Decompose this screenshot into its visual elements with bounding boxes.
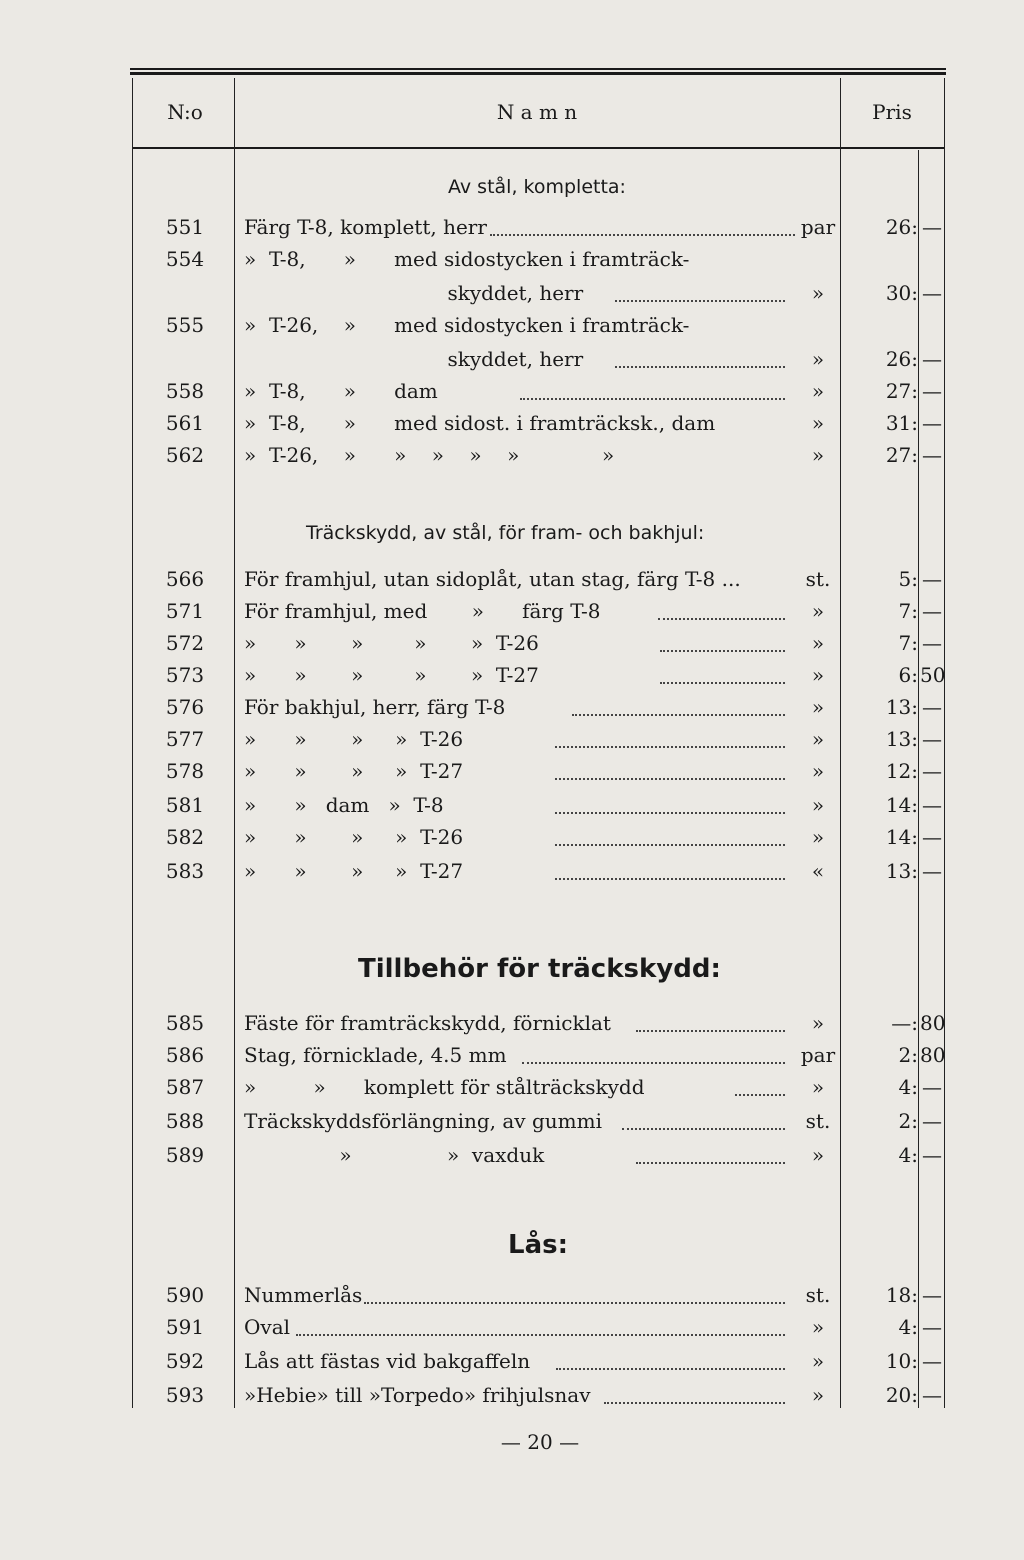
item-price-ore: — — [922, 759, 942, 783]
item-name: Träckskyddsförlängning, av gummi — [244, 1109, 602, 1133]
header-name: N a m n — [496, 100, 578, 124]
item-price-kr: 2: — [898, 1109, 918, 1133]
item-name: » » » » » T-27 — [244, 663, 539, 687]
table-row — [0, 1106, 1024, 1136]
item-price-kr: —: — [891, 1011, 918, 1035]
item-name: Stag, förnicklade, 4.5 mm — [244, 1043, 507, 1067]
header-rule — [132, 147, 944, 149]
item-price-kr: 13: — [885, 727, 918, 751]
item-price-ore: — — [922, 443, 942, 467]
leader-dots — [556, 1366, 785, 1370]
item-unit: » — [811, 411, 825, 435]
item-number: 554 — [165, 247, 205, 271]
item-price-ore: — — [922, 379, 942, 403]
item-name: För framhjul, utan sidoplåt, utan stag, färg T-8 ... — [244, 567, 741, 591]
table-row — [0, 756, 1024, 786]
item-unit: » — [811, 599, 825, 623]
item-price-ore: — — [922, 281, 942, 305]
item-number: 588 — [165, 1109, 205, 1133]
leader-dots — [660, 648, 785, 652]
item-price-ore: — — [922, 567, 942, 591]
item-name: » » dam » T-8 — [244, 793, 444, 817]
leader-dots — [622, 1126, 785, 1130]
section-title: Tillbehör för träckskydd: — [358, 954, 721, 984]
item-unit: » — [811, 379, 825, 403]
item-name: » » » » » T-26 — [244, 631, 539, 655]
item-price-ore: — — [922, 1143, 942, 1167]
leader-dots — [555, 744, 785, 748]
item-price-ore: — — [922, 1349, 942, 1373]
table-row — [0, 660, 1024, 690]
item-price-kr: 12: — [885, 759, 918, 783]
top-rule-thick — [130, 72, 946, 75]
item-name: » T-8, » dam — [244, 379, 438, 403]
leader-dots — [555, 810, 785, 814]
item-price-kr: 14: — [885, 825, 918, 849]
table-row — [0, 692, 1024, 722]
item-name: » » » » T-26 — [244, 727, 464, 751]
item-unit: » — [811, 347, 825, 371]
item-price-ore: — — [922, 1383, 942, 1407]
item-price-ore: — — [922, 859, 942, 883]
item-unit: » — [811, 1011, 825, 1035]
item-unit: » — [811, 631, 825, 655]
page-number: — 20 — — [500, 1430, 580, 1454]
table-row — [0, 1008, 1024, 1038]
table-row — [0, 1072, 1024, 1102]
item-price-kr: 13: — [885, 695, 918, 719]
item-unit: » — [811, 1315, 825, 1339]
item-price-kr: 26: — [885, 347, 918, 371]
item-number: 592 — [165, 1349, 205, 1373]
item-unit: » — [811, 825, 825, 849]
table-row — [0, 1040, 1024, 1070]
table-row — [0, 310, 1024, 340]
item-price-ore: — — [922, 411, 942, 435]
item-number: 583 — [165, 859, 205, 883]
item-unit: » — [811, 1075, 825, 1099]
item-price-ore: 80 — [920, 1011, 946, 1035]
section-title: Lås: — [508, 1230, 568, 1260]
item-unit: par — [800, 1043, 836, 1067]
item-price-kr: 2: — [898, 1043, 918, 1067]
item-price-kr: 10: — [885, 1349, 918, 1373]
item-name: Fäste för framträckskydd, förnicklat — [244, 1011, 611, 1035]
leader-dots — [490, 232, 795, 236]
leader-dots — [636, 1160, 785, 1164]
table-row — [0, 278, 1024, 308]
leader-dots — [555, 842, 785, 846]
item-number: 581 — [165, 793, 205, 817]
item-price-ore: — — [922, 631, 942, 655]
item-price-ore: — — [922, 695, 942, 719]
item-name: För framhjul, med » färg T-8 — [244, 599, 601, 623]
item-price-kr: 4: — [898, 1143, 918, 1167]
section-title: Av stål, kompletta: — [448, 176, 626, 198]
leader-dots — [555, 876, 785, 880]
item-price-ore: 80 — [920, 1043, 946, 1067]
item-price-kr: 18: — [885, 1283, 918, 1307]
item-unit: » — [811, 1349, 825, 1373]
item-price-ore: — — [922, 1109, 942, 1133]
item-price-kr: 7: — [898, 631, 918, 655]
leader-dots — [735, 1092, 785, 1096]
header-price: Pris — [872, 100, 912, 124]
table-row — [0, 440, 1024, 470]
item-name: » » vaxduk — [244, 1143, 545, 1167]
item-price-ore: — — [922, 1075, 942, 1099]
header-no: N:o — [167, 100, 203, 124]
table-row — [0, 344, 1024, 374]
item-number: 586 — [165, 1043, 205, 1067]
item-name: » » komplett för stålträckskydd — [244, 1075, 645, 1099]
item-unit: » — [811, 793, 825, 817]
item-name: Lås att fästas vid bakgaffeln — [244, 1349, 531, 1373]
table-row — [0, 1346, 1024, 1376]
item-unit: » — [811, 281, 825, 305]
item-price-kr: 26: — [885, 215, 918, 239]
item-price-ore: — — [922, 1315, 942, 1339]
item-name: För bakhjul, herr, färg T-8 — [244, 695, 506, 719]
item-price-ore: — — [922, 1283, 942, 1307]
item-unit: » — [811, 663, 825, 687]
item-number: 562 — [165, 443, 205, 467]
item-price-kr: 14: — [885, 793, 918, 817]
table-row — [0, 628, 1024, 658]
item-number: 571 — [165, 599, 205, 623]
item-price-kr: 4: — [898, 1315, 918, 1339]
leader-dots — [364, 1300, 785, 1304]
top-rule — [130, 68, 946, 70]
item-price-kr: 31: — [885, 411, 918, 435]
table-row — [0, 244, 1024, 274]
item-name: » T-8, » med sidostycken i framträck- — [244, 247, 690, 271]
table-row — [0, 1280, 1024, 1310]
item-name: » T-26, » med sidostycken i framträck- — [244, 313, 690, 337]
item-unit: » — [811, 695, 825, 719]
item-name: Nummerlås — [244, 1283, 363, 1307]
item-number: 590 — [165, 1283, 205, 1307]
item-price-kr: 30: — [885, 281, 918, 305]
table-row — [0, 856, 1024, 886]
leader-dots — [615, 364, 785, 368]
item-unit: st. — [805, 567, 831, 591]
table-row — [0, 408, 1024, 438]
item-unit: » — [811, 727, 825, 751]
leader-dots — [296, 1332, 785, 1336]
item-name: »Hebie» till »Torpedo» frihjulsnav — [244, 1383, 591, 1407]
item-unit: st. — [805, 1283, 831, 1307]
item-number: 591 — [165, 1315, 205, 1339]
item-name: » T-26, » » » » » » — [244, 443, 615, 467]
leader-dots — [572, 712, 785, 716]
item-number: 566 — [165, 567, 205, 591]
table-row — [0, 822, 1024, 852]
item-number: 551 — [165, 215, 205, 239]
item-number: 573 — [165, 663, 205, 687]
item-number: 582 — [165, 825, 205, 849]
item-price-ore: 50 — [920, 663, 946, 687]
item-price-ore: — — [922, 793, 942, 817]
item-number: 593 — [165, 1383, 205, 1407]
item-name: skyddet, herr — [244, 347, 584, 371]
item-price-kr: 13: — [885, 859, 918, 883]
item-name: Oval — [244, 1315, 291, 1339]
table-row — [0, 212, 1024, 242]
table-row — [0, 596, 1024, 626]
item-number: 577 — [165, 727, 205, 751]
leader-dots — [604, 1400, 785, 1404]
item-price-kr: 5: — [898, 567, 918, 591]
item-price-kr: 27: — [885, 443, 918, 467]
item-name: » » » » T-27 — [244, 859, 464, 883]
item-number: 589 — [165, 1143, 205, 1167]
table-row — [0, 1312, 1024, 1342]
item-price-kr: 6: — [898, 663, 918, 687]
section-title: Träckskydd, av stål, för fram- och bakhjul: — [306, 522, 705, 544]
item-unit: » — [811, 1143, 825, 1167]
item-number: 558 — [165, 379, 205, 403]
item-name: » » » » T-26 — [244, 825, 464, 849]
item-price-kr: 20: — [885, 1383, 918, 1407]
table-row — [0, 564, 1024, 594]
table-row — [0, 724, 1024, 754]
item-unit: st. — [805, 1109, 831, 1133]
leader-dots — [615, 298, 785, 302]
table-row — [0, 376, 1024, 406]
item-name: Färg T-8, komplett, herr — [244, 215, 487, 239]
item-unit: » — [811, 1383, 825, 1407]
item-price-ore: — — [922, 215, 942, 239]
item-number: 555 — [165, 313, 205, 337]
leader-dots — [522, 1060, 785, 1064]
leader-dots — [555, 776, 785, 780]
table-row — [0, 790, 1024, 820]
leader-dots — [658, 616, 785, 620]
item-price-kr: 4: — [898, 1075, 918, 1099]
item-name: » » » » T-27 — [244, 759, 464, 783]
item-number: 572 — [165, 631, 205, 655]
item-name: » T-8, » med sidost. i framträcksk., dam — [244, 411, 716, 435]
item-number: 561 — [165, 411, 205, 435]
item-unit: par — [800, 215, 836, 239]
item-number: 587 — [165, 1075, 205, 1099]
item-price-ore: — — [922, 727, 942, 751]
item-unit: » — [811, 443, 825, 467]
item-number: 585 — [165, 1011, 205, 1035]
item-unit: » — [811, 759, 825, 783]
item-name: skyddet, herr — [244, 281, 584, 305]
item-price-kr: 7: — [898, 599, 918, 623]
table-row — [0, 1140, 1024, 1170]
table-row — [0, 1380, 1024, 1410]
leader-dots — [636, 1028, 785, 1032]
item-price-ore: — — [922, 347, 942, 371]
item-price-ore: — — [922, 599, 942, 623]
item-number: 576 — [165, 695, 205, 719]
item-number: 578 — [165, 759, 205, 783]
item-price-kr: 27: — [885, 379, 918, 403]
item-price-ore: — — [922, 825, 942, 849]
leader-dots — [520, 396, 785, 400]
item-unit: « — [811, 859, 825, 883]
leader-dots — [660, 680, 785, 684]
